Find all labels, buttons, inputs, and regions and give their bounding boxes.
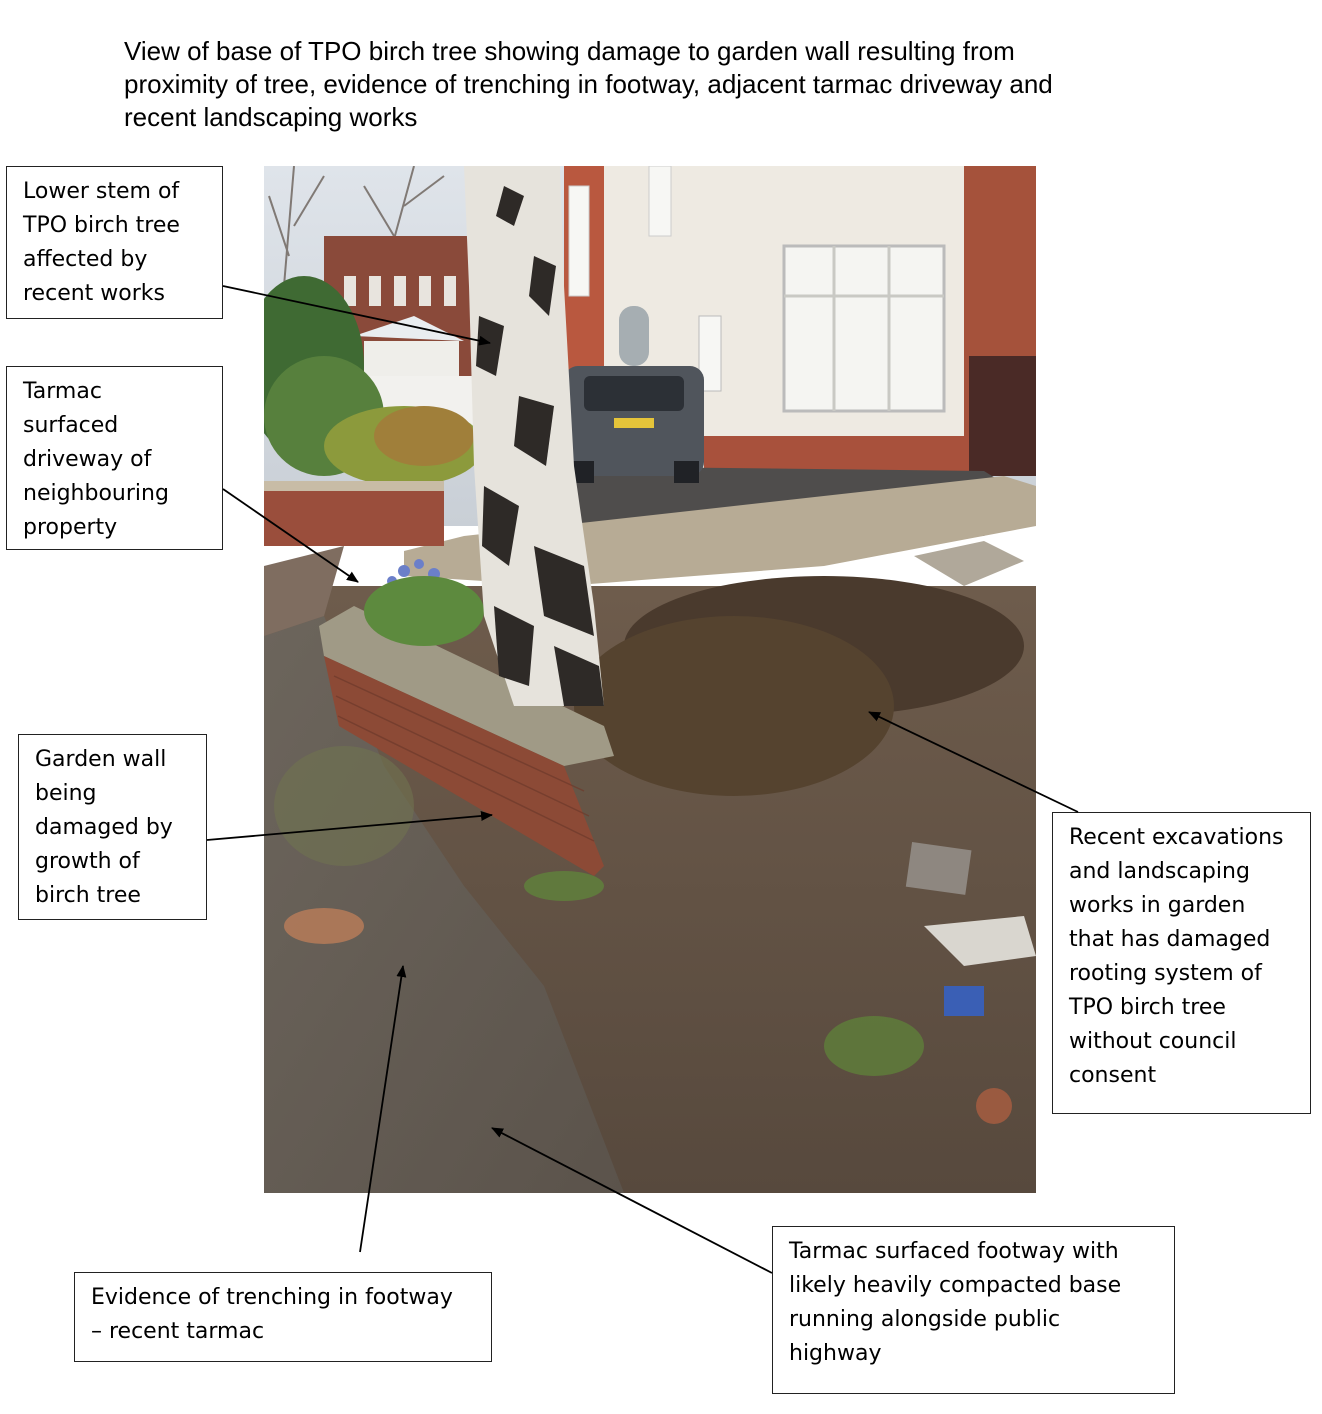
callout-excavations — [1052, 812, 1311, 1114]
title-line-3: recent landscaping works — [124, 102, 418, 132]
callout-line: and landscaping — [1069, 859, 1250, 884]
callout-line: property — [23, 515, 118, 540]
callout-line: damaged by — [35, 815, 173, 840]
callout-line: neighbouring — [23, 481, 169, 506]
callout-line: running alongside public — [789, 1307, 1061, 1332]
callout-line: highway — [789, 1341, 882, 1366]
callout-line: works in garden — [1069, 893, 1246, 918]
callout-line: driveway of — [23, 447, 152, 472]
callout-line: Garden wall — [35, 747, 167, 772]
callout-line: TPO birch tree — [1069, 995, 1226, 1020]
callout-line: consent — [1069, 1063, 1157, 1088]
callout-lower-stem — [6, 166, 223, 319]
callout-line: Tarmac — [23, 379, 102, 404]
callout-line: likely heavily compacted base — [789, 1273, 1122, 1298]
callout-line: Lower stem of — [23, 179, 180, 204]
callout-line: that has damaged — [1069, 927, 1271, 952]
callout-line: – recent tarmac — [91, 1319, 265, 1344]
callout-line: rooting system of — [1069, 961, 1262, 986]
callout-line: Evidence of trenching in footway — [91, 1285, 453, 1310]
callout-line: TPO birch tree — [23, 213, 180, 238]
callout-line: without council — [1069, 1029, 1237, 1054]
callout-trenching — [74, 1272, 492, 1362]
callout-line: Recent excavations — [1069, 825, 1284, 850]
callout-footway — [772, 1226, 1175, 1394]
callout-line: Tarmac surfaced footway with — [789, 1239, 1119, 1264]
callout-line: surfaced — [23, 413, 119, 438]
document-title — [124, 35, 1174, 134]
callout-line: growth of — [35, 849, 140, 874]
title-line-1: View of base of TPO birch tree showing damage to garden wall resulting from — [124, 36, 1015, 66]
callout-garden-wall — [18, 734, 207, 920]
callout-line: being — [35, 781, 97, 806]
site-photograph — [264, 166, 1036, 1193]
callout-driveway — [6, 366, 223, 550]
callout-line: birch tree — [35, 883, 141, 908]
title-line-2: proximity of tree, evidence of trenching in footway, adjacent tarmac driveway and — [124, 69, 1053, 99]
callout-line: affected by — [23, 247, 148, 272]
callout-line: recent works — [23, 281, 165, 306]
